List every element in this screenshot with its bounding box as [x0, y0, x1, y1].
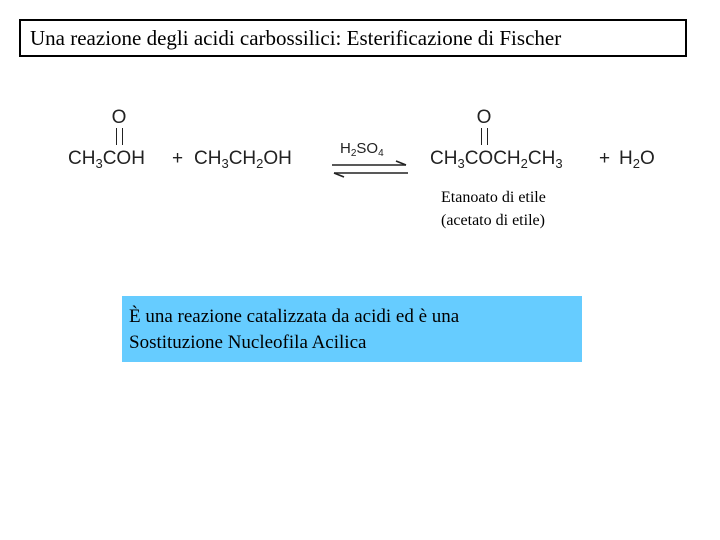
- product-name-common: (acetato di etile): [441, 212, 545, 229]
- product1-carbonyl: [476, 108, 492, 145]
- reaction-equation: [60, 100, 680, 190]
- title-box: [19, 19, 687, 57]
- product-water: $H_2O$: [619, 148, 655, 171]
- plus-sign-1: +: [172, 148, 184, 169]
- reactant-acetic-acid: $CH_3COH$: [68, 148, 145, 171]
- product-name-label: [441, 186, 546, 232]
- reactant1-carbonyl: [111, 108, 127, 145]
- double-bond: [481, 128, 488, 145]
- product-ethyl-acetate: $CH_3COCH_2CH_3$: [430, 148, 563, 171]
- reactant-ethanol: $CH_3CH_2OH$: [194, 148, 292, 171]
- plus-sign-2: +: [599, 148, 611, 169]
- note-line-2: Sostituzione Nucleofila Acilica: [129, 332, 367, 353]
- note-line-1: È una reazione catalizzata da acidi ed è una: [129, 306, 460, 327]
- carbonyl-oxygen: O: [111, 107, 127, 128]
- double-bond: [116, 128, 123, 145]
- product-name-iupac: Etanoato di etile: [441, 189, 546, 206]
- catalyst-label: $H_2SO_4$: [340, 140, 384, 159]
- note-box: [122, 296, 582, 362]
- carbonyl-oxygen: O: [476, 107, 492, 128]
- page-title: Una reazione degli acidi carbossilici: Esterificazione di Fischer: [30, 25, 562, 50]
- equilibrium-arrows-icon: [330, 160, 410, 180]
